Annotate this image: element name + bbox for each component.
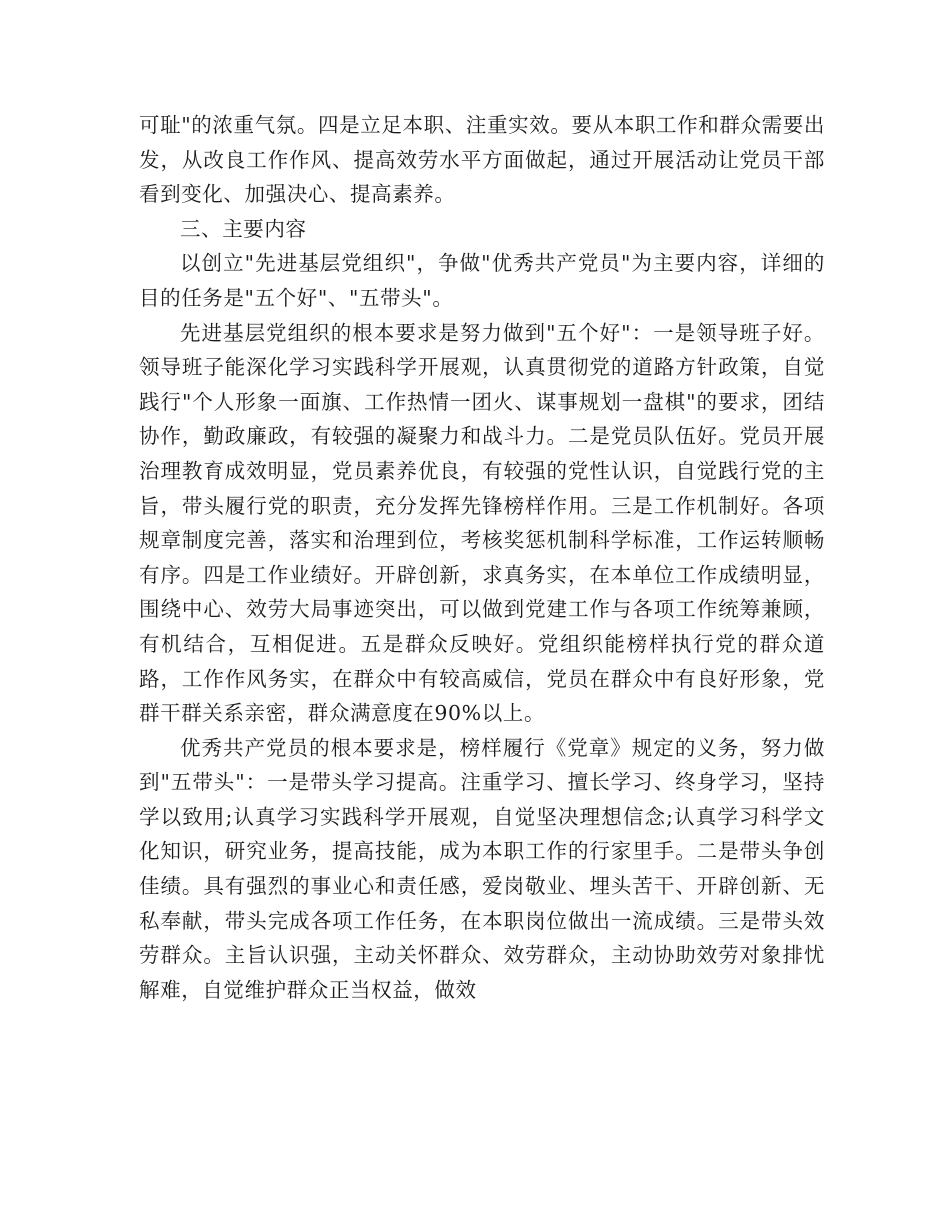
- paragraph-continuation: 可耻"的浓重气氛。四是立足本职、注重实效。要从本职工作和群众需要出发，从改良工作作风、提高效劳水平方面做起，通过开展活动让党员干部看到变化、加强决心、提高素养。: [139, 113, 825, 207]
- section-heading: 三、主要内容: [180, 216, 307, 241]
- paragraph-five-good: 先进基层党组织的根本要求是努力做到"五个好"：一是领导班子好。领导班子能深化学习实践科学开展观，认真贯彻党的道路方针政策，自觉践行"个人形象一面旗、工作热情一团火、谋事规划一盘棋"的要求，团结协作，勤政廉政，有较强的凝聚力和战斗力。二是党员队伍好。党员开展治理教育成效明显，党员素养优良，有较强的党性认识，自觉践行党的主旨，带头履行党的职责，充分发挥先锋榜样作用。三是工作机制好。各项规章制度完善，落实和治理到位，考核奖惩机制科学标准，工作运转顺畅有序。四是工作业绩好。开辟创新，求真务实，在本单位工作成绩明显，围绕中心、效劳大局事迹突出，可以做到党建工作与各项工作统筹兼顾，有机结合，互相促进。五是群众反映好。党组织能榜样执行党的群众道路，工作作风务实，在群众中有较高威信，党员在群众中有良好形象，党群干群关系亲密，群众满意度在90%以上。: [139, 320, 825, 726]
- paragraph-main-content: 以创立"先进基层党组织"，争做"优秀共产党员"为主要内容，详细的目的任务是"五个好"、"五带头"。: [139, 251, 825, 310]
- document-body: [139, 108, 825, 1007]
- paragraph-five-lead: 优秀共产党员的根本要求是，榜样履行《党章》规定的义务，努力做到"五带头"：一是带头学习提高。注重学习、擅长学习、终身学习，坚持学以致用;认真学习实践科学开展观，自觉坚决理想信念;认真学习科学文化知识，研究业务，提高技能，成为本职工作的行家里手。二是带头争创佳绩。具有强烈的事业心和责任感，爱岗敬业、埋头苦干、开辟创新、无私奉献，带头完成各项工作任务，在本职岗位做出一流成绩。三是带头效劳群众。主旨认识强，主动关怀群众、效劳群众，主动协助效劳对象排忧解难，自觉维护群众正当权益，做效: [139, 735, 825, 1002]
